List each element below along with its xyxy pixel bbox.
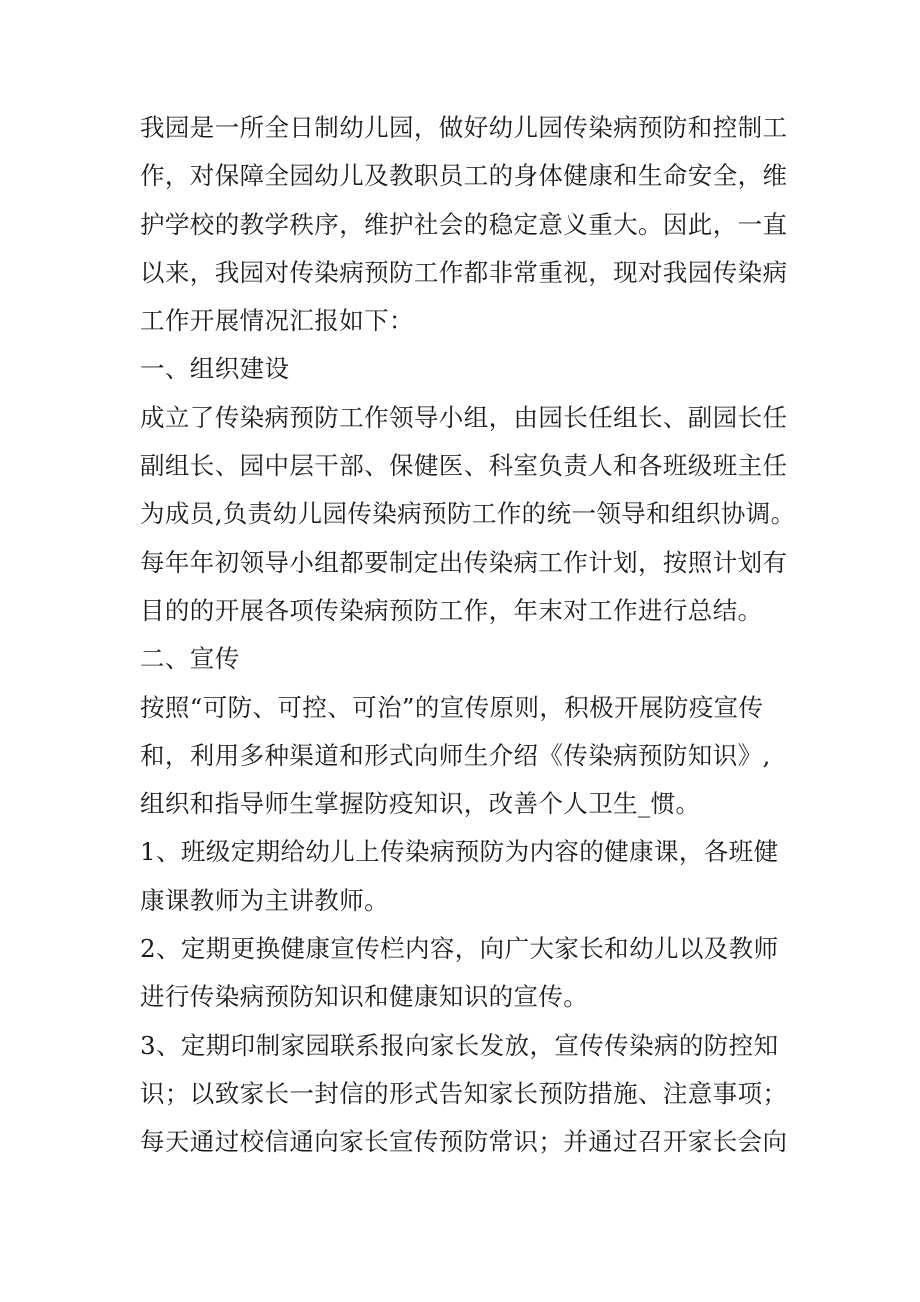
paragraph-line: 作，对保障全园幼儿及教职员工的身体健康和生命安全，维 [140,161,788,191]
list-item-line: 识；以致家长一封信的形式告知家长预防措施、注意事项； [140,1078,788,1108]
paragraph-line: 目的的开展各项传染病预防工作，年末对工作进行总结。 [140,595,763,625]
section-heading: 二、宣传 [140,644,240,674]
paragraph-line: 我园是一所全日制幼儿园，做好幼儿园传染病预防和控制工 [140,113,788,142]
paragraph-line: 为成员,负责幼儿园传染病预防工作的统一领导和组织协调。 [140,499,796,529]
paragraph-line: 按照“可防、可控、可治”的宣传原则，积极开展防疫宣传 [140,692,764,722]
list-item-line: 3、定期印制家园联系报向家长发放，宣传传染病的防控知 [140,1030,779,1060]
list-item-line: 1、班级定期给幼儿上传染病预防为内容的健康课，各班健 [140,837,779,867]
paragraph-line: 和，利用多种渠道和形式向师生介绍《传染病预防知识》, [140,740,771,770]
section-heading: 一、组织建设 [140,354,290,384]
list-item-line: 每天通过校信通向家长宣传预防常识；并通过召开家长会向 [140,1127,788,1157]
document-body [140,104,796,1167]
paragraph-line: 工作开展情况汇报如下： [140,306,414,336]
paragraph-line: 以来，我园对传染病预防工作都非常重视，现对我园传染病 [140,257,788,287]
list-item-line: 进行传染病预防知识和健康知识的宣传。 [140,982,589,1012]
paragraph-line: 成立了传染病预防工作领导小组，由园长任组长、副园长任 [140,402,788,432]
paragraph-line: 每年年初领导小组都要制定出传染病工作计划，按照计划有 [140,547,788,577]
paragraph-line: 副组长、园中层干部、保健医、科室负责人和各班级班主任 [140,451,788,481]
list-item-line: 康课教师为主讲教师。 [140,885,389,915]
paragraph-line: 组织和指导师生掌握防疫知识，改善个人卫生_惯。 [140,789,701,819]
list-item-line: 2、定期更换健康宣传栏内容，向广大家长和幼儿以及教师 [140,934,779,964]
paragraph-line: 护学校的教学秩序，维护社会的稳定意义重大。因此，一直 [140,209,788,239]
